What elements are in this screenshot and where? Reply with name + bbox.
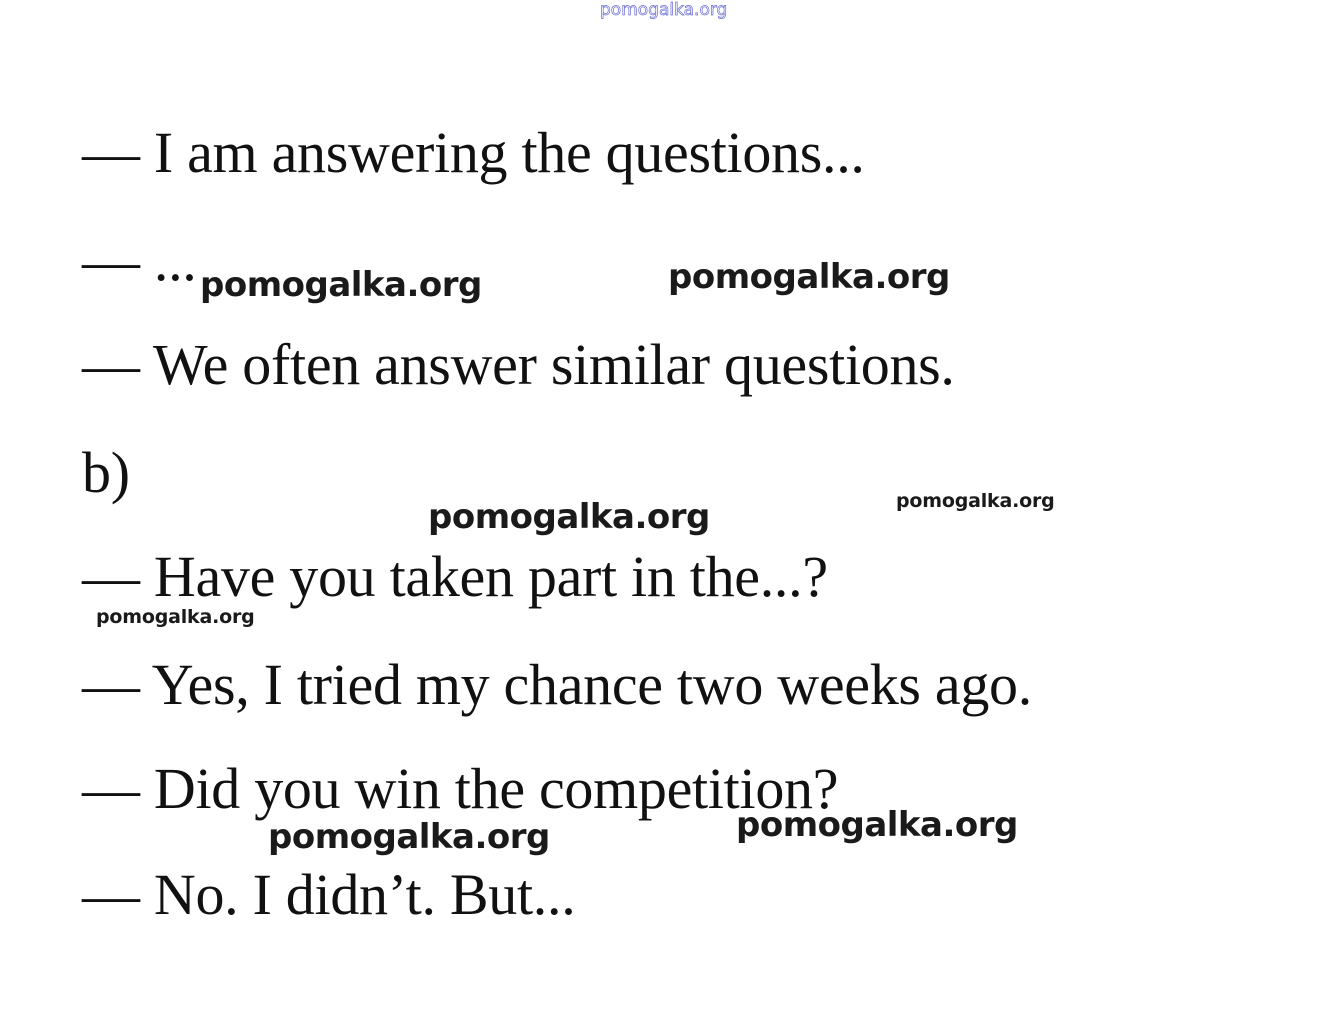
dialogue-line-6: — Did you win the competition?: [82, 756, 839, 821]
dialogue-line-2: — ...: [82, 228, 197, 293]
watermark-top: pomogalka.org: [600, 0, 728, 20]
watermark: pomogalka.org: [668, 257, 950, 297]
section-label-b: b): [82, 440, 130, 505]
dialogue-line-4: — Have you taken part in the...?: [82, 544, 828, 609]
watermark: pomogalka.org: [736, 805, 1018, 845]
watermark: pomogalka.org: [268, 817, 550, 857]
watermark: pomogalka.org: [896, 490, 1055, 512]
watermark: pomogalka.org: [96, 606, 255, 628]
watermark: pomogalka.org: [200, 265, 482, 305]
dialogue-line-1: — I am answering the questions...: [82, 120, 865, 185]
dialogue-line-7: — No. I didn’t. But...: [82, 862, 576, 927]
dialogue-line-3: — We often answer similar questions.: [82, 332, 955, 397]
watermark: pomogalka.org: [428, 497, 710, 537]
dialogue-line-5: — Yes, I tried my chance two weeks ago.: [82, 652, 1032, 717]
